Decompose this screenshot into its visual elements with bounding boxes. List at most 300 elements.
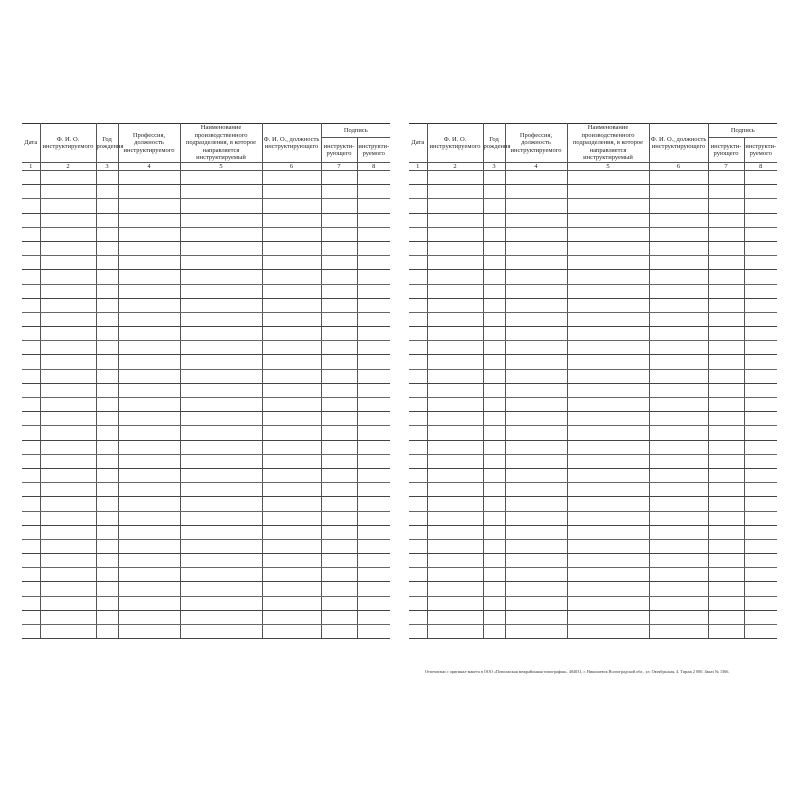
table-cell: [505, 256, 567, 270]
table-cell: [744, 199, 777, 213]
table-cell: [744, 298, 777, 312]
table-cell: [22, 625, 40, 639]
table-cell: [649, 610, 708, 624]
table-cell: [427, 256, 483, 270]
table-cell: [708, 369, 744, 383]
table-cell: [483, 256, 505, 270]
table-cell: [505, 610, 567, 624]
table-row: [22, 468, 390, 482]
table-cell: [567, 341, 649, 355]
table-cell: [40, 284, 96, 298]
table-cell: [649, 270, 708, 284]
table-cell: [649, 298, 708, 312]
table-cell: [40, 227, 96, 241]
table-cell: [22, 241, 40, 255]
table-cell: [22, 298, 40, 312]
table-cell: [180, 312, 262, 326]
table-cell: [96, 497, 118, 511]
table-cell: [483, 383, 505, 397]
journal-table-left: [22, 123, 390, 639]
table-cell: [96, 369, 118, 383]
table-cell: [427, 213, 483, 227]
table-cell: [649, 568, 708, 582]
table-cell: [409, 468, 427, 482]
table-cell: [180, 171, 262, 185]
table-cell: [118, 582, 180, 596]
col-number: 3: [96, 163, 118, 171]
table-row: [409, 355, 777, 369]
table-cell: [505, 383, 567, 397]
table-cell: [96, 298, 118, 312]
table-cell: [427, 398, 483, 412]
table-cell: [427, 497, 483, 511]
table-cell: [744, 468, 777, 482]
table-row: [22, 227, 390, 241]
table-cell: [505, 369, 567, 383]
table-cell: [505, 327, 567, 341]
table-cell: [96, 525, 118, 539]
table-cell: [22, 256, 40, 270]
table-cell: [409, 341, 427, 355]
table-row: [409, 227, 777, 241]
table-cell: [40, 312, 96, 326]
table-row: [22, 582, 390, 596]
table-cell: [427, 596, 483, 610]
table-cell: [118, 312, 180, 326]
table-cell: [96, 426, 118, 440]
table-cell: [321, 185, 357, 199]
table-cell: [180, 298, 262, 312]
table-cell: [744, 596, 777, 610]
table-cell: [118, 185, 180, 199]
table-cell: [427, 341, 483, 355]
table-cell: [321, 213, 357, 227]
table-cell: [180, 568, 262, 582]
table-cell: [357, 341, 390, 355]
table-cell: [180, 241, 262, 255]
col-profession-header: Профессия, должность инструктируемого: [118, 124, 180, 163]
table-cell: [409, 241, 427, 255]
table-cell: [483, 454, 505, 468]
table-row: [409, 241, 777, 255]
table-cell: [427, 625, 483, 639]
table-cell: [40, 596, 96, 610]
table-row: [409, 369, 777, 383]
table-cell: [262, 312, 321, 326]
table-cell: [409, 298, 427, 312]
table-cell: [505, 227, 567, 241]
table-cell: [118, 610, 180, 624]
table-cell: [262, 256, 321, 270]
table-cell: [321, 568, 357, 582]
table-cell: [357, 171, 390, 185]
table-cell: [96, 412, 118, 426]
table-cell: [708, 341, 744, 355]
col-sign-instructor-header: инструкти-рующего: [321, 138, 357, 163]
table-row: [22, 568, 390, 582]
table-cell: [262, 341, 321, 355]
table-row: [22, 398, 390, 412]
table-cell: [744, 270, 777, 284]
table-cell: [118, 256, 180, 270]
table-cell: [40, 568, 96, 582]
table-cell: [118, 398, 180, 412]
table-cell: [708, 256, 744, 270]
table-cell: [567, 241, 649, 255]
table-cell: [22, 497, 40, 511]
col-instructor-header: Ф. И. О., должность инструктирующего: [649, 124, 708, 163]
table-cell: [118, 355, 180, 369]
table-cell: [505, 398, 567, 412]
col-number: 1: [22, 163, 40, 171]
table-row: [22, 610, 390, 624]
table-cell: [118, 497, 180, 511]
table-cell: [649, 383, 708, 397]
table-row: [409, 213, 777, 227]
table-cell: [180, 497, 262, 511]
table-cell: [96, 327, 118, 341]
table-cell: [357, 270, 390, 284]
table-row: [409, 497, 777, 511]
table-cell: [118, 270, 180, 284]
table-cell: [505, 625, 567, 639]
table-cell: [40, 468, 96, 482]
table-cell: [22, 383, 40, 397]
table-cell: [357, 554, 390, 568]
column-number-row: [409, 163, 777, 171]
table-cell: [567, 171, 649, 185]
table-cell: [22, 213, 40, 227]
table-row: [409, 596, 777, 610]
table-cell: [321, 610, 357, 624]
table-cell: [649, 497, 708, 511]
table-cell: [96, 256, 118, 270]
table-cell: [357, 625, 390, 639]
table-cell: [409, 596, 427, 610]
table-cell: [708, 554, 744, 568]
table-cell: [357, 327, 390, 341]
col-number: 6: [262, 163, 321, 171]
table-cell: [505, 270, 567, 284]
table-cell: [262, 511, 321, 525]
table-cell: [567, 596, 649, 610]
table-cell: [483, 355, 505, 369]
table-cell: [744, 554, 777, 568]
table-cell: [180, 227, 262, 241]
table-cell: [40, 440, 96, 454]
table-cell: [744, 412, 777, 426]
table-cell: [708, 610, 744, 624]
table-cell: [505, 341, 567, 355]
table-cell: [649, 468, 708, 482]
table-cell: [483, 610, 505, 624]
table-cell: [321, 625, 357, 639]
table-cell: [483, 270, 505, 284]
table-cell: [708, 355, 744, 369]
table-cell: [427, 298, 483, 312]
table-cell: [96, 312, 118, 326]
table-cell: [357, 298, 390, 312]
table-cell: [357, 213, 390, 227]
table-cell: [357, 398, 390, 412]
table-cell: [409, 554, 427, 568]
col-number: 4: [118, 163, 180, 171]
table-cell: [118, 369, 180, 383]
table-row: [22, 256, 390, 270]
table-cell: [483, 582, 505, 596]
table-cell: [321, 227, 357, 241]
table-cell: [708, 440, 744, 454]
table-cell: [118, 468, 180, 482]
table-cell: [262, 398, 321, 412]
table-cell: [40, 199, 96, 213]
table-cell: [427, 525, 483, 539]
table-row: [409, 341, 777, 355]
table-cell: [321, 398, 357, 412]
table-cell: [96, 440, 118, 454]
table-cell: [321, 199, 357, 213]
table-cell: [262, 199, 321, 213]
table-cell: [180, 199, 262, 213]
table-cell: [483, 398, 505, 412]
table-cell: [96, 511, 118, 525]
table-cell: [40, 539, 96, 553]
table-cell: [262, 625, 321, 639]
table-cell: [708, 312, 744, 326]
table-cell: [708, 511, 744, 525]
table-cell: [744, 327, 777, 341]
table-cell: [409, 398, 427, 412]
table-cell: [483, 241, 505, 255]
table-cell: [567, 468, 649, 482]
table-cell: [40, 327, 96, 341]
table-cell: [567, 383, 649, 397]
table-cell: [427, 554, 483, 568]
table-cell: [262, 355, 321, 369]
table-cell: [409, 582, 427, 596]
table-cell: [567, 284, 649, 298]
table-cell: [40, 426, 96, 440]
table-cell: [708, 568, 744, 582]
table-cell: [357, 568, 390, 582]
table-row: [409, 568, 777, 582]
table-row: [409, 625, 777, 639]
table-cell: [505, 241, 567, 255]
table-cell: [427, 185, 483, 199]
table-cell: [567, 398, 649, 412]
table-cell: [357, 596, 390, 610]
table-cell: [483, 298, 505, 312]
table-cell: [427, 327, 483, 341]
col-department-header: Наименование производственного подразделения, в которое направляется инструктируемый: [567, 124, 649, 163]
table-cell: [409, 199, 427, 213]
table-cell: [96, 398, 118, 412]
table-cell: [505, 213, 567, 227]
table-cell: [483, 171, 505, 185]
table-cell: [96, 610, 118, 624]
table-cell: [22, 554, 40, 568]
table-cell: [409, 568, 427, 582]
table-cell: [22, 327, 40, 341]
table-cell: [483, 185, 505, 199]
table-cell: [96, 568, 118, 582]
table-cell: [180, 483, 262, 497]
table-cell: [744, 483, 777, 497]
table-cell: [483, 539, 505, 553]
table-cell: [409, 270, 427, 284]
table-cell: [357, 497, 390, 511]
table-cell: [22, 270, 40, 284]
table-cell: [40, 383, 96, 397]
table-cell: [649, 554, 708, 568]
table-cell: [483, 341, 505, 355]
table-cell: [708, 468, 744, 482]
table-cell: [96, 227, 118, 241]
table-row: [22, 454, 390, 468]
table-cell: [118, 568, 180, 582]
table-cell: [40, 241, 96, 255]
table-cell: [357, 185, 390, 199]
table-cell: [505, 440, 567, 454]
table-cell: [96, 539, 118, 553]
table-cell: [505, 497, 567, 511]
table-cell: [567, 511, 649, 525]
table-cell: [427, 483, 483, 497]
table-cell: [409, 539, 427, 553]
table-cell: [357, 383, 390, 397]
table-cell: [708, 284, 744, 298]
table-row: [22, 270, 390, 284]
table-cell: [427, 568, 483, 582]
table-cell: [649, 539, 708, 553]
table-row: [409, 398, 777, 412]
table-cell: [505, 426, 567, 440]
journal-page-left: [22, 123, 390, 639]
table-cell: [118, 554, 180, 568]
col-birth-year-header: Год рождения: [96, 124, 118, 163]
table-cell: [40, 171, 96, 185]
table-cell: [708, 398, 744, 412]
table-cell: [180, 625, 262, 639]
table-cell: [22, 511, 40, 525]
table-cell: [409, 327, 427, 341]
table-cell: [180, 610, 262, 624]
table-cell: [483, 327, 505, 341]
table-cell: [180, 596, 262, 610]
table-row: [22, 199, 390, 213]
table-cell: [321, 497, 357, 511]
table-cell: [96, 625, 118, 639]
table-cell: [744, 284, 777, 298]
table-cell: [321, 440, 357, 454]
table-row: [22, 213, 390, 227]
table-cell: [357, 454, 390, 468]
table-cell: [40, 398, 96, 412]
table-cell: [262, 610, 321, 624]
table-cell: [708, 171, 744, 185]
table-cell: [744, 312, 777, 326]
table-cell: [180, 369, 262, 383]
table-cell: [649, 355, 708, 369]
table-row: [22, 327, 390, 341]
table-row: [409, 383, 777, 397]
table-cell: [483, 511, 505, 525]
table-cell: [321, 327, 357, 341]
table-cell: [321, 483, 357, 497]
table-cell: [649, 582, 708, 596]
table-cell: [649, 596, 708, 610]
table-row: [409, 298, 777, 312]
table-cell: [427, 412, 483, 426]
table-cell: [567, 610, 649, 624]
table-cell: [262, 426, 321, 440]
table-cell: [96, 213, 118, 227]
table-cell: [409, 497, 427, 511]
table-cell: [357, 312, 390, 326]
col-date-header: Дата: [22, 124, 40, 163]
table-cell: [427, 199, 483, 213]
table-cell: [22, 199, 40, 213]
table-cell: [708, 270, 744, 284]
table-cell: [649, 440, 708, 454]
col-number: 8: [357, 163, 390, 171]
table-cell: [262, 327, 321, 341]
col-fio-header: Ф. И. О. инструктируемого: [40, 124, 96, 163]
table-cell: [505, 171, 567, 185]
table-row: [22, 539, 390, 553]
table-cell: [96, 185, 118, 199]
table-cell: [567, 539, 649, 553]
col-sign-instructor-header: инструкти-рующего: [708, 138, 744, 163]
table-cell: [744, 185, 777, 199]
table-cell: [744, 355, 777, 369]
table-row: [409, 582, 777, 596]
table-cell: [118, 596, 180, 610]
table-cell: [708, 185, 744, 199]
table-cell: [22, 185, 40, 199]
col-number: 6: [649, 163, 708, 171]
table-row: [409, 468, 777, 482]
table-cell: [744, 369, 777, 383]
table-cell: [357, 256, 390, 270]
table-cell: [357, 284, 390, 298]
table-cell: [409, 625, 427, 639]
table-cell: [483, 312, 505, 326]
table-cell: [180, 454, 262, 468]
journal-table-right: [409, 123, 777, 639]
table-cell: [505, 454, 567, 468]
table-cell: [357, 511, 390, 525]
table-cell: [40, 412, 96, 426]
table-cell: [708, 241, 744, 255]
table-cell: [262, 298, 321, 312]
table-cell: [483, 483, 505, 497]
table-row: [409, 199, 777, 213]
table-row: [409, 270, 777, 284]
table-cell: [262, 227, 321, 241]
table-cell: [483, 227, 505, 241]
table-cell: [180, 341, 262, 355]
table-cell: [483, 412, 505, 426]
table-cell: [22, 525, 40, 539]
table-cell: [22, 610, 40, 624]
table-cell: [262, 568, 321, 582]
table-cell: [409, 610, 427, 624]
table-cell: [321, 383, 357, 397]
table-cell: [180, 270, 262, 284]
table-cell: [96, 596, 118, 610]
table-cell: [708, 625, 744, 639]
